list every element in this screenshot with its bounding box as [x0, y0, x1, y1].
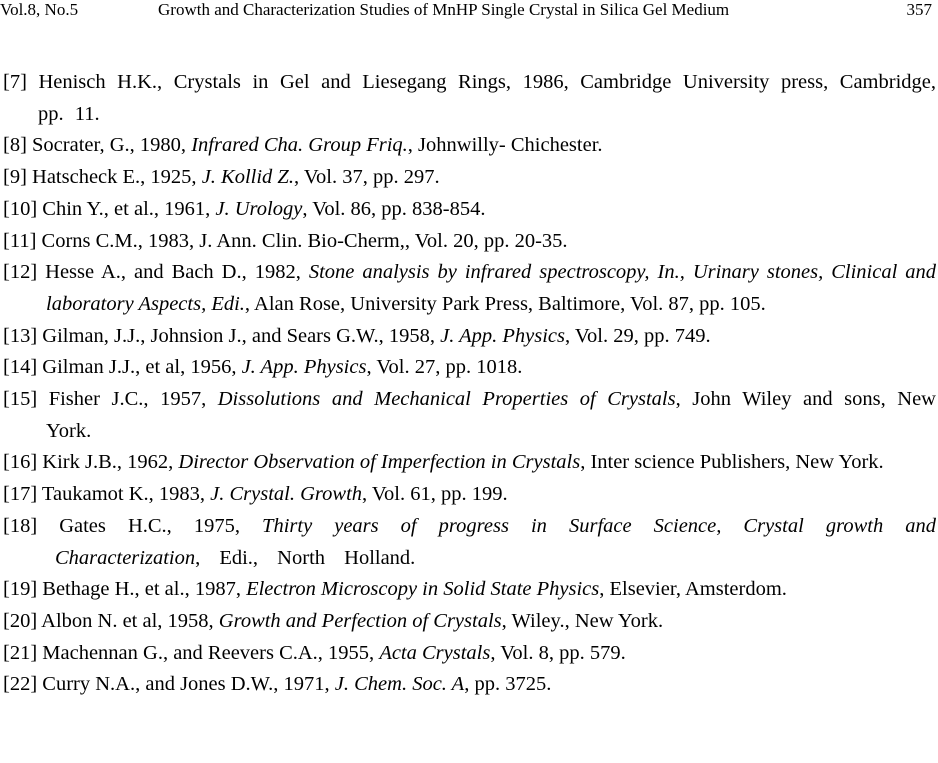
reference-list: [3, 67, 936, 701]
reference-item: [17] Taukamot K., 1983, J. Crystal. Growth, Vol. 61, pp. 199.: [3, 483, 508, 506]
reference-item: [19] Bethage H., et al., 1987, Electron Microscopy in Solid State Physics, Elsevier, Amsterdom.: [3, 578, 787, 601]
reference-item: [21] Machennan G., and Reevers C.A., 1955, Acta Crystals, Vol. 8, pp. 579.: [3, 641, 626, 664]
reference-item: [15] Fisher J.C., 1957, Dissolutions and Mechanical Properties of Crystals, John Wiley and sons, New York.: [3, 388, 936, 442]
reference-item: [8] Socrater, G., 1980, Infrared Cha. Group Friq., Johnwilly- Chichester.: [3, 134, 603, 157]
reference-item: [9] Hatscheck E., 1925, J. Kollid Z., Vol. 37, pp. 297.: [3, 166, 440, 189]
running-title: Growth and Characterization Studies of MnHP Single Crystal in Silica Gel Medium: [158, 0, 730, 19]
reference-item: [13] Gilman, J.J., Johnsion J., and Sears G.W., 1958, J. App. Physics, Vol. 29, pp. 749.: [3, 324, 711, 347]
reference-item: [14] Gilman J.J., et al, 1956, J. App. Physics, Vol. 27, pp. 1018.: [3, 356, 523, 379]
reference-item: [22] Curry N.A., and Jones D.W., 1971, J. Chem. Soc. A, pp. 3725.: [3, 673, 552, 696]
reference-item: [7] Henisch H.K., Crystals in Gel and Liesegang Rings, 1986, Cambridge University press, Cambridge, pp. 11.: [3, 71, 936, 125]
reference-item: [16] Kirk J.B., 1962, Director Observation of Imperfection in Crystals, Inter science Publishers, New York.: [3, 451, 884, 474]
reference-item: [20] Albon N. et al, 1958, Growth and Perfection of Crystals, Wiley., New York.: [3, 609, 664, 632]
reference-item: [18] Gates H.C., 1975, Thirty years of progress in Surface Science, Crystal growth and Characterization, Edi., North Holland.: [3, 514, 936, 569]
running-header: [0, 0, 938, 26]
volume-label: Vol.8, No.5: [0, 0, 79, 19]
reference-item: [11] Corns C.M., 1983, J. Ann. Clin. Bio-Cherm,, Vol. 20, pp. 20-35.: [3, 229, 568, 252]
reference-item: [12] Hesse A., and Bach D., 1982, Stone analysis by infrared spectroscopy, In., Urinary stones, Clinical and laboratory Aspects, Edi., Alan Rose, University Park Press, Baltimore, Vol. 87, pp. 105.: [3, 261, 936, 315]
page-number: 357: [906, 0, 932, 19]
reference-item: [10] Chin Y., et al., 1961, J. Urology, Vol. 86, pp. 838-854.: [3, 197, 486, 220]
